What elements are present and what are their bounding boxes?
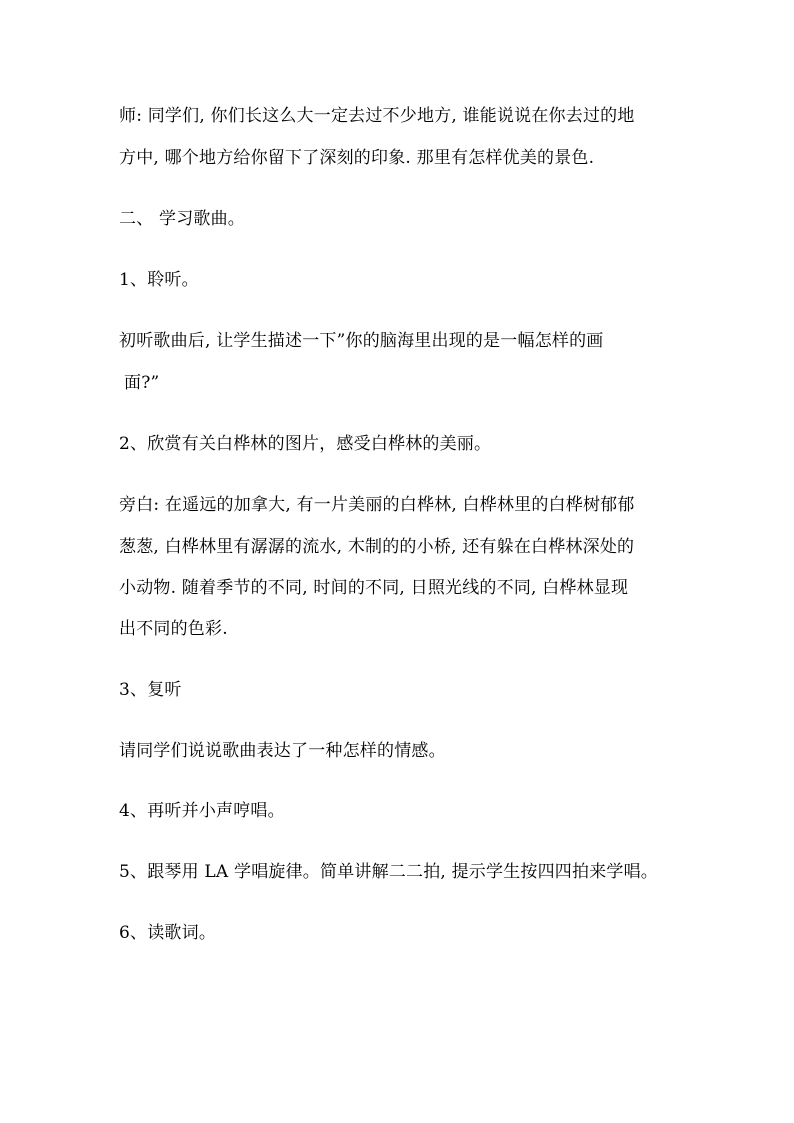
paragraph-line: 师: 同学们, 你们长这么大一定去过不少地方, 谁能说说在你去过的地 [119,106,635,126]
paragraph-line: 初听歌曲后, 让学生描述一下”你的脑海里出现的是一幅怎样的画 [119,331,604,351]
step-heading: 5、跟琴用 LA 学唱旋律。简单讲解二二拍, 提示学生按四四拍来学唱。 [119,862,658,882]
step-heading: 2、欣赏有关白桦林的图片，感受白桦林的美丽。 [119,434,492,454]
section-heading: 二、 学习歌曲。 [119,209,246,229]
paragraph-line: 小动物. 随着季节的不同, 时间的不同, 日照光线的不同, 白桦林显现 [119,578,629,598]
paragraph-line: 出不同的色彩. [119,619,228,639]
step-heading: 1、聆听。 [119,270,199,290]
paragraph-line: 方中, 哪个地方给你留下了深刻的印象. 那里有怎样优美的景色. [119,148,595,168]
step-heading: 4、再听并小声哼唱。 [119,801,285,821]
paragraph-line: 面?” [124,373,160,393]
paragraph-line: 葱葱, 白桦林里有潺潺的流水, 木制的的小桥, 还有躲在白桦林深处的 [119,537,635,557]
paragraph-line: 请同学们说说歌曲表达了一种怎样的情感。 [119,741,446,761]
step-heading: 3、复听 [119,680,182,700]
paragraph-line: 旁白: 在遥远的加拿大, 有一片美丽的白桦林, 白桦林里的白桦树郁郁 [119,495,635,515]
step-heading: 6、读歌词。 [119,923,217,943]
